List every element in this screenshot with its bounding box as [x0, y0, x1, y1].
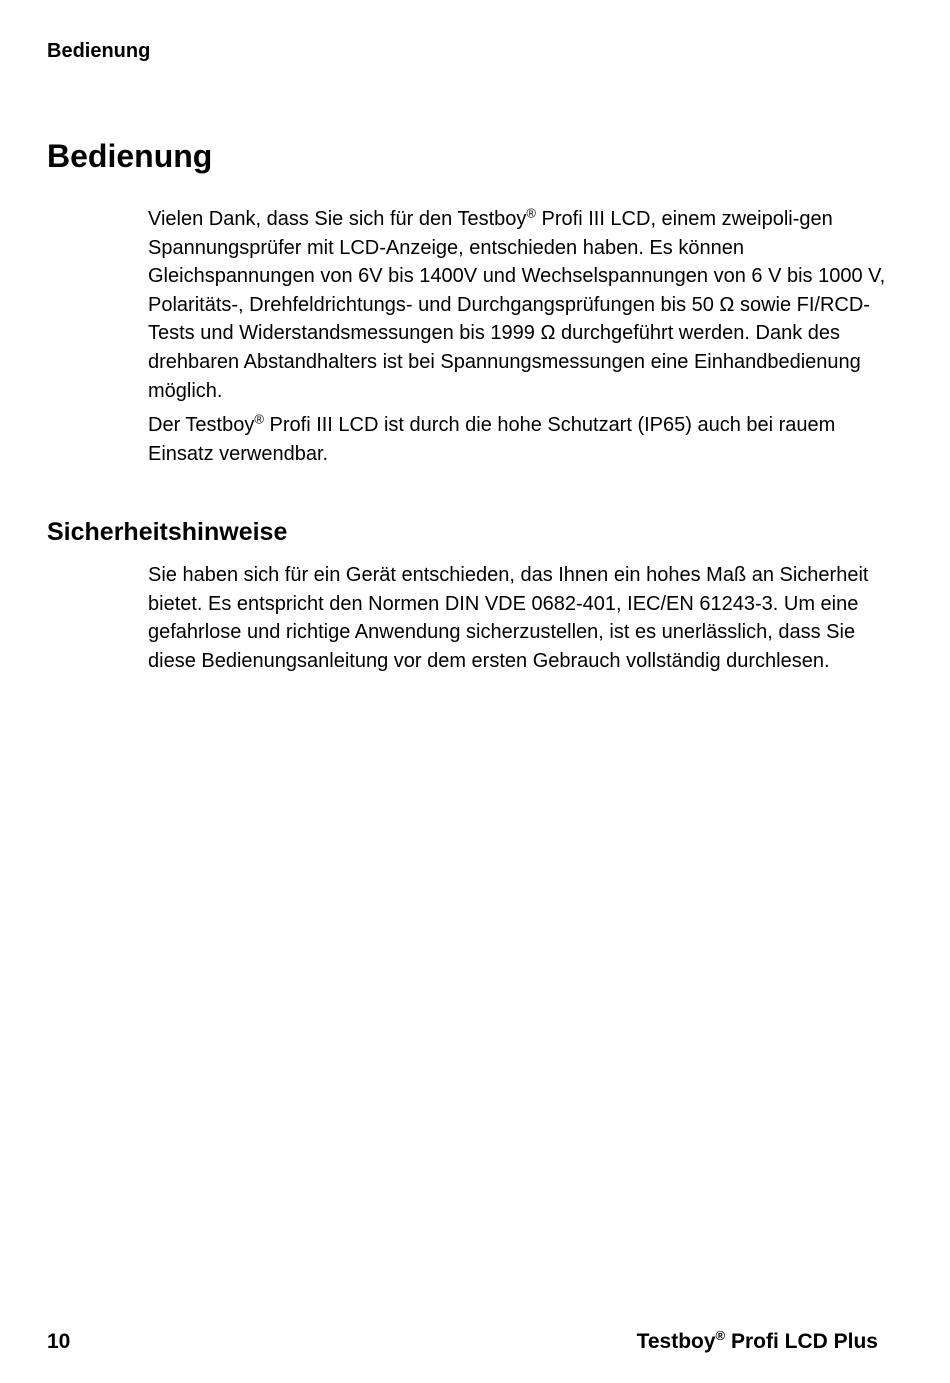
intro-paragraph-1-rest: Profi III LCD, einem zweipoli-gen Spannungsprüfer mit LCD-Anzeige, entschieden haben. Es können Gleichspannungen von 6V bis 1400V und Wechselspannungen von 6 V bis 1000 V, Polaritäts-, Drehfeldrichtungs- und Durchgangsprüfungen bis 50 Ω sowie FI/RCD-Tests und Widerstandsmessungen bis 1999 Ω durchgeführt werden. Dank des drehbaren Abstandhalters ist bei Spannungsmessungen eine Einhandbedienung möglich.	[148, 208, 886, 402]
safety-paragraph: Sie haben sich für ein Gerät entschieden, das Ihnen ein hohes Maß an Sicherheit bietet. Es entspricht den Normen DIN VDE 0682-401, IEC/EN 61243-3. Um eine gefahrlose und richtige Anwendung sicherzustellen, ist es unerlässlich, dass Sie diese Bedienungsanleitung vor dem ersten Gebrauch vollständig durchlesen.	[148, 564, 869, 672]
running-header: Bedienung	[47, 40, 151, 62]
registered-mark: ®	[254, 411, 264, 427]
footer-product-brand: Testboy	[636, 1330, 716, 1353]
footer-product-name	[637, 1329, 878, 1355]
safety-heading: Sicherheitshinweise	[47, 518, 288, 546]
intro-paragraph-1	[148, 205, 888, 405]
footer-product-model: Profi LCD Plus	[725, 1330, 878, 1353]
registered-mark: ®	[526, 205, 536, 221]
page-title: Bedienung	[47, 138, 213, 174]
intro-paragraph-2	[148, 411, 888, 468]
intro-paragraph-1-start: Vielen Dank, dass Sie sich für den Testboy	[148, 208, 527, 230]
footer-page-number: 10	[47, 1330, 71, 1353]
registered-mark: ®	[715, 1328, 726, 1343]
intro-paragraph-2-start: Der Testboy	[148, 414, 255, 437]
intro-section	[148, 205, 888, 474]
intro-paragraph-2-rest: Profi III LCD ist durch die hohe Schutzart (IP65) auch bei rauem Einsatz verwendbar.	[148, 414, 836, 465]
safety-section	[148, 561, 888, 681]
